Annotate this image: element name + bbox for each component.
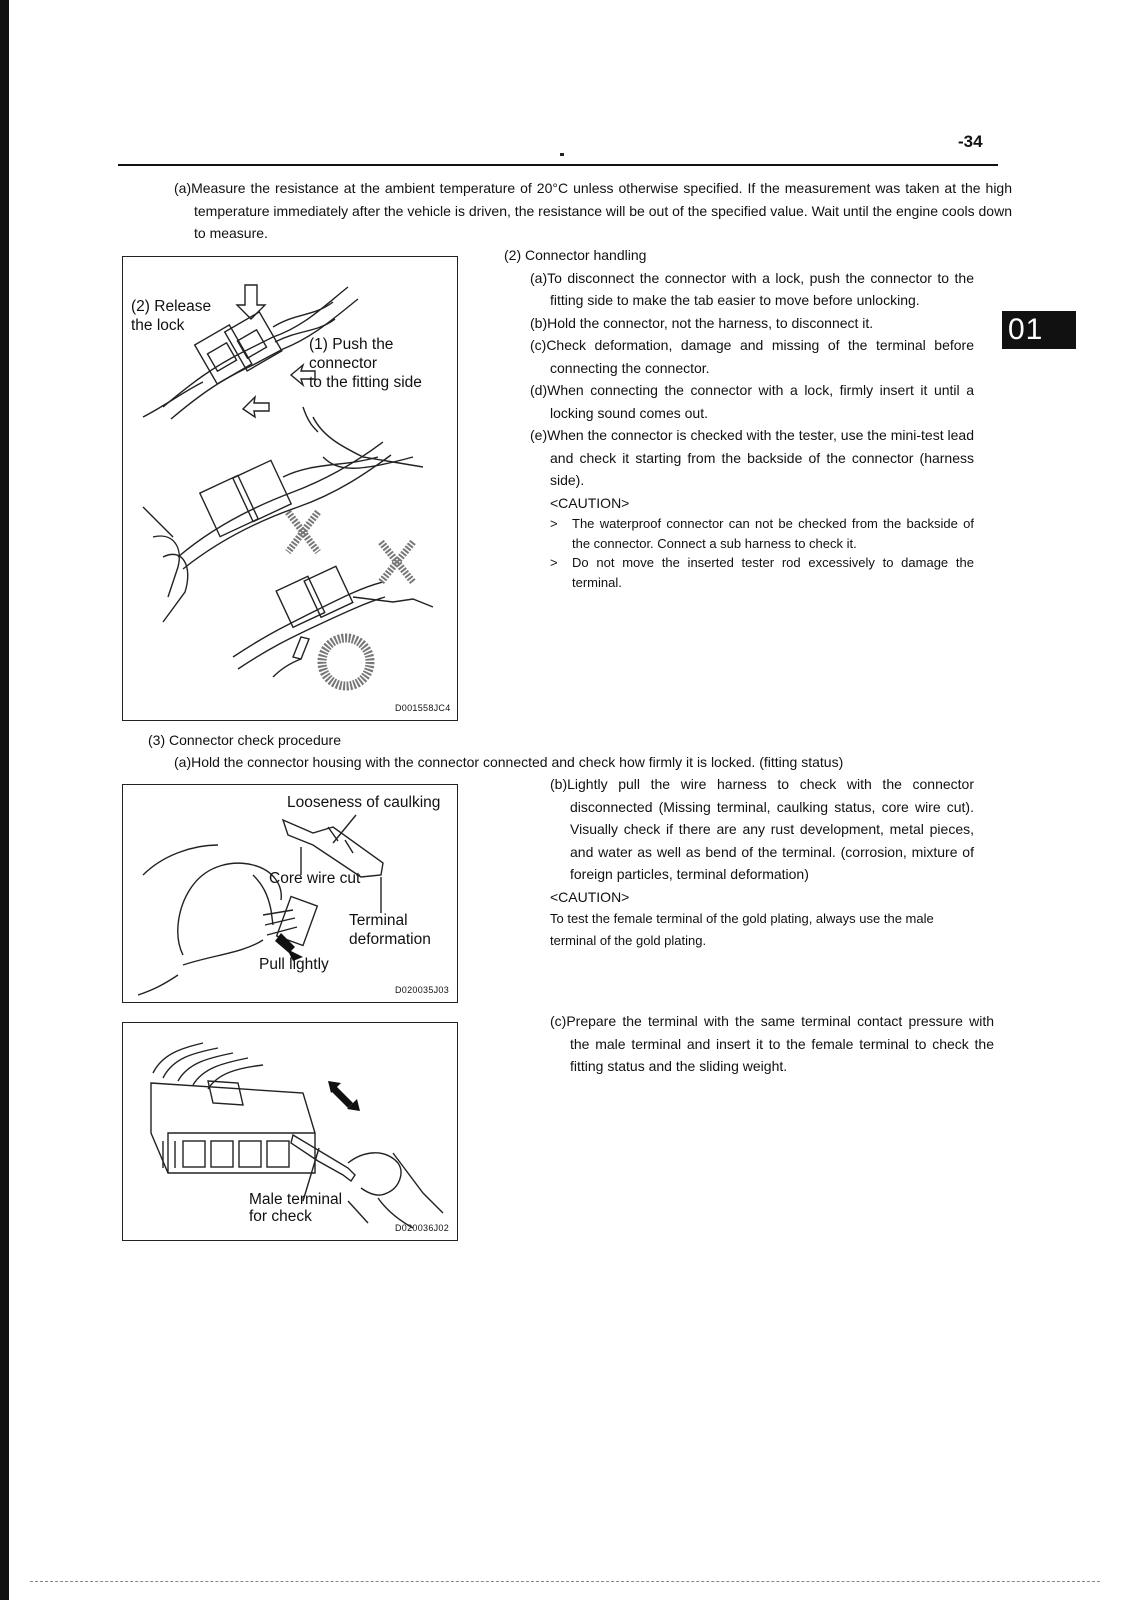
connector-handling-heading: (2) Connector handling [504, 247, 647, 263]
figure-connector-handling [122, 256, 458, 721]
scan-bottom-line [30, 1581, 1100, 1582]
list-item: (b)Hold the connector, not the harness, to disconnect it. [530, 314, 874, 331]
caution-text: To test the female terminal of the gold plating, always use the male terminal of the gold plating. [550, 911, 934, 948]
push-connector-label: (1) Push the connector to the fitting side [309, 336, 422, 391]
caution-item-text: Do not move the inserted tester rod excessively to damage the terminal. [572, 555, 974, 590]
figure-code: D001558JC4 [395, 703, 451, 713]
intro-paragraph: (a)Measure the resistance at the ambient temperature of 20°C unless otherwise specified. If the measurement was taken at the high temperature immediately after the vehicle is driven, the resistance will be out of the specified value. Wait until the engine cools down to measure. [174, 180, 1012, 241]
check-procedure-heading: (3) Connector check procedure [148, 732, 341, 748]
core-wire-cut-label: Core wire cut [269, 870, 361, 887]
figure-male-terminal [122, 1022, 458, 1241]
connector-handling-list [530, 267, 974, 593]
caution-label: <CAUTION> [550, 888, 630, 905]
pull-lightly-label: Pull lightly [259, 956, 329, 973]
list-item: (a)To disconnect the connector with a lock, push the connector to the fitting side to make the tab easier to move before unlocking. [530, 269, 974, 308]
check-procedure-item-b: (b)Lightly pull the wire harness to check with the connector disconnected (Missing terminal, caulking status, core wire cut). Visually check if there are any rust development, metal pieces, and water as well as bend of the terminal. (corrosion, mixture of foreign particles, terminal deformation) [550, 776, 974, 882]
caution-item-text: The waterproof connector can not be checked from the backside of the connector. Connect a sub harness to check it. [572, 516, 974, 551]
terminal-deformation-label: Terminal deformation [349, 912, 431, 948]
male-terminal-label: Male terminal for check [249, 1191, 343, 1225]
list-item: (e)When the connector is checked with the tester, use the mini-test lead and check it starting from the backside of the connector (harness side). [530, 427, 974, 488]
bullet-mark: > [550, 555, 558, 570]
check-procedure-item-a: (a)Hold the connector housing with the connector connected and check how firmly it is locked. (fitting status) [174, 754, 844, 770]
caution-item [550, 514, 974, 553]
scan-dot [560, 153, 564, 156]
page-number: -34 [958, 132, 983, 151]
looseness-label: Looseness of caulking [287, 794, 441, 811]
figure-code: D020036J02 [395, 1223, 450, 1233]
scan-edge-bar [0, 0, 9, 1600]
list-item: (c)Check deformation, damage and missing of the terminal before connecting the connector. [530, 337, 974, 376]
caution-label: <CAUTION> [550, 494, 630, 511]
caution-item [550, 553, 974, 592]
connector-handling-section [504, 244, 974, 592]
section-tab: 01 [1002, 311, 1076, 349]
bullet-mark: > [550, 516, 558, 531]
figure-code: D020035J03 [395, 985, 450, 995]
list-item: (d)When connecting the connector with a lock, firmly insert it until a locking sound comes out. [530, 382, 974, 421]
check-procedure-item-b-block [550, 773, 974, 952]
check-procedure-item-c: (c)Prepare the terminal with the same terminal contact pressure with the male terminal and insert it to the female terminal to check the fitting status and the sliding weight. [550, 1013, 994, 1074]
header-rule [118, 164, 998, 166]
release-lock-label: (2) Release the lock [131, 298, 212, 334]
figure-terminal-check [122, 784, 458, 1003]
